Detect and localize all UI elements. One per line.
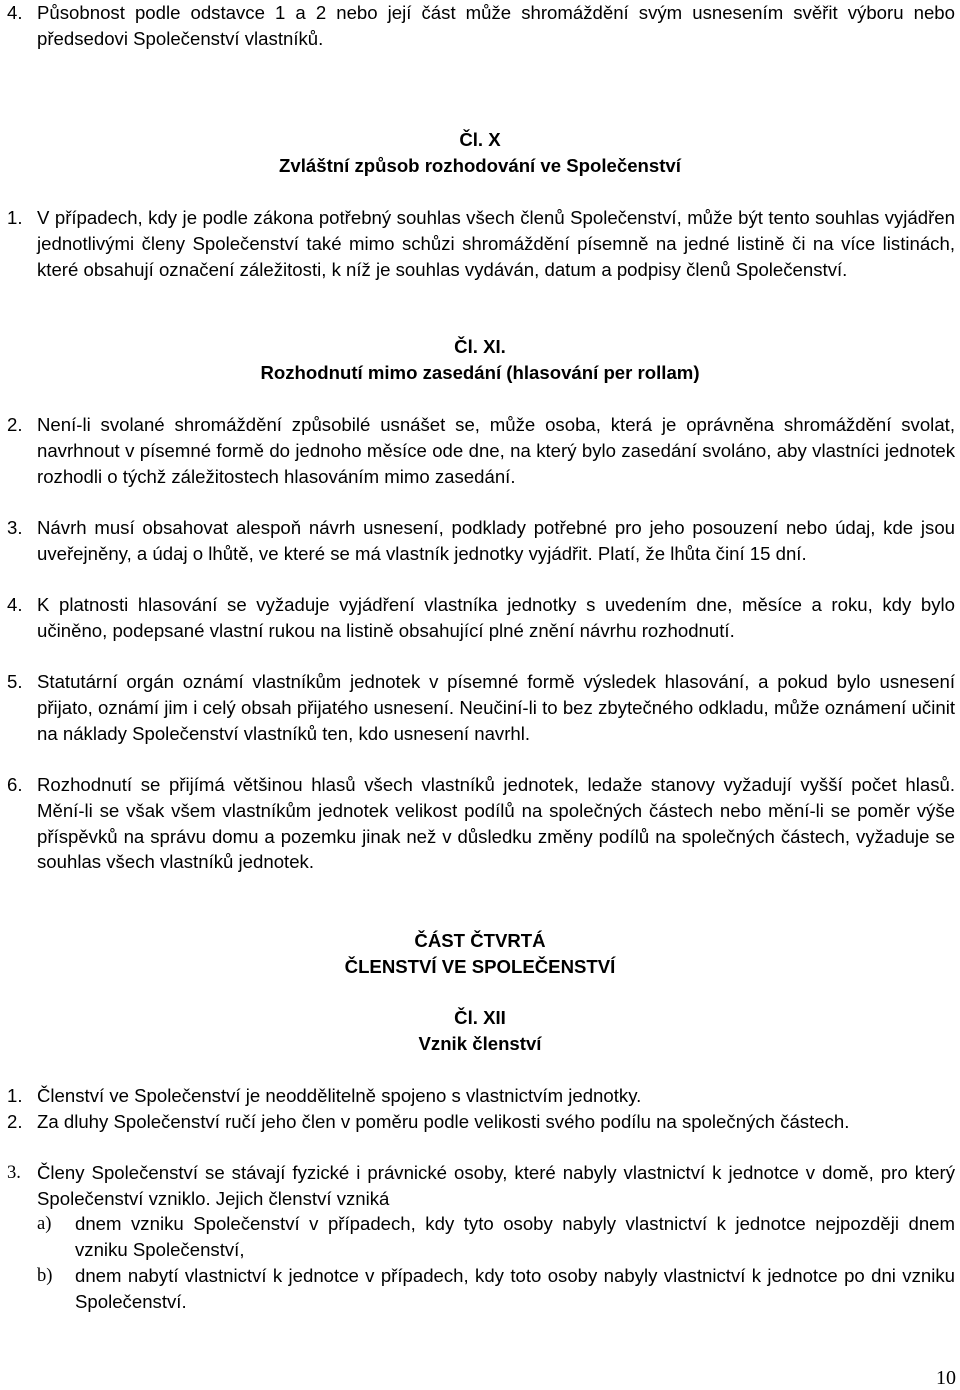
paragraph-text: Není-li svolané shromáždění způsobilé usnášet se, může osoba, která je oprávněna shromáždění svolat, navrhnout v písemné formě do jednoho měsíce ode dne, na který bylo zasedání svoláno, aby vlastníci jednotek rozhodli o týchž záležitostech hlasováním mimo zasedání.	[37, 414, 955, 487]
paragraph-number: 1.	[7, 207, 23, 228]
article-number: Čl. XI.	[454, 336, 506, 357]
paragraph-text: Za dluhy Společenství ručí jeho člen v poměru podle velikosti svého podílu na společných částech.	[37, 1111, 850, 1132]
part-heading: ČÁST ČTVRTÁ	[414, 930, 546, 951]
article-number: Čl. XII	[454, 1007, 506, 1028]
paragraph-number: 6.	[7, 774, 23, 795]
subparagraph-text: dnem nabytí vlastnictví k jednotce v případech, kdy toto osoby nabyly vlastnictví k jednotce po dni vzniku Společenství.	[75, 1265, 955, 1312]
part-subheading: ČLENSTVÍ VE SPOLEČENSTVÍ	[344, 956, 616, 977]
paragraph-item	[7, 772, 955, 875]
page-number: 10	[936, 1367, 956, 1389]
paragraph-number: 2.	[7, 1111, 23, 1132]
paragraph-number: 4.	[7, 594, 23, 615]
paragraph-number: 3.	[7, 1162, 21, 1183]
paragraph-item	[7, 1109, 955, 1135]
article-title: Zvláštní způsob rozhodování ve Společenství	[279, 155, 681, 176]
paragraph-number: 1.	[7, 1085, 23, 1106]
paragraph-text: V případech, kdy je podle zákona potřebný souhlas všech členů Společenství, může být tento souhlas vyjádřen jednotlivými členy Společenství také mimo schůzi shromáždění písemně na jedné listině či na více listinách, které obsahují označení záležitosti, k níž je souhlas vydáván, datum a podpisy členů Společenství.	[37, 207, 955, 280]
paragraph-text: K platnosti hlasování se vyžaduje vyjádření vlastníka jednotky s uvedením dne, měsíce a roku, kdy bylo učiněno, podepsané vlastní rukou na listině obsahující plné znění návrhu rozhodnutí.	[37, 594, 955, 641]
paragraph-item	[7, 592, 955, 644]
paragraph-text: Členy Společenství se stávají fyzické i právnické osoby, které nabyly vlastnictví k jednotce v domě, pro který Společenství vzniklo. Jejich členství vzniká	[37, 1162, 955, 1209]
subparagraph-letter: a)	[37, 1213, 52, 1234]
paragraph-text: Členství ve Společenství je neoddělitelně spojeno s vlastnictvím jednotky.	[37, 1085, 642, 1106]
paragraph-item	[7, 1083, 955, 1109]
subparagraph-text: dnem vzniku Společenství v případech, kdy tyto osoby nabyly vlastnictví k jednotce nejpozději dnem vzniku Společenství,	[75, 1213, 955, 1260]
paragraph-item	[7, 669, 955, 746]
paragraph-text: Statutární orgán oznámí vlastníkům jednotek v písemné formě výsledek hlasování, a pokud bylo usnesení přijato, oznámí jim i celý obsah přijatého usnesení. Neučiní-li to bez zbytečného odkladu, může oznámení učinit na náklady Společenství vlastníků ten, kdo usnesení navrhl.	[37, 671, 955, 744]
paragraph-number: 2.	[7, 414, 23, 435]
paragraph-item	[7, 515, 955, 567]
paragraph-item	[7, 0, 955, 52]
paragraph-number: 3.	[7, 517, 23, 538]
paragraph-number: 5.	[7, 671, 23, 692]
subparagraph-item	[37, 1211, 955, 1263]
paragraph-text: Návrh musí obsahovat alespoň návrh usnesení, podklady potřebné pro jeho posouzení nebo údaj, kde jsou uveřejněny, a údaj o lhůtě, ve které se má vlastník jednotky vyjádřit. Platí, že lhůta činí 15 dní.	[37, 517, 955, 564]
paragraph-text: Rozhodnutí se přijímá většinou hlasů všech vlastníků jednotek, ledaže stanovy vyžadují vyšší počet hlasů. Mění-li se však všem vlastníkům jednotek velikost podílů na společných částech nebo mění-li se poměr výše příspěvků na správu domu a pozemku jinak než v důsledku změny podílů na společných částech, vyžaduje se souhlas všech vlastníků jednotek.	[37, 774, 955, 873]
article-title: Vznik členství	[418, 1033, 542, 1054]
paragraph-item	[7, 412, 955, 489]
paragraph-text: Působnost podle odstavce 1 a 2 nebo její část může shromáždění svým usnesením svěřit výboru nebo předsedovi Společenství vlastníků.	[37, 2, 955, 49]
article-title: Rozhodnutí mimo zasedání (hlasování per rollam)	[260, 362, 700, 383]
paragraph-item	[7, 205, 955, 282]
article-number: Čl. X	[459, 129, 501, 150]
paragraph-item	[7, 1160, 955, 1212]
paragraph-number: 4.	[7, 2, 23, 23]
subparagraph-letter: b)	[37, 1265, 53, 1286]
subparagraph-item	[37, 1263, 955, 1315]
